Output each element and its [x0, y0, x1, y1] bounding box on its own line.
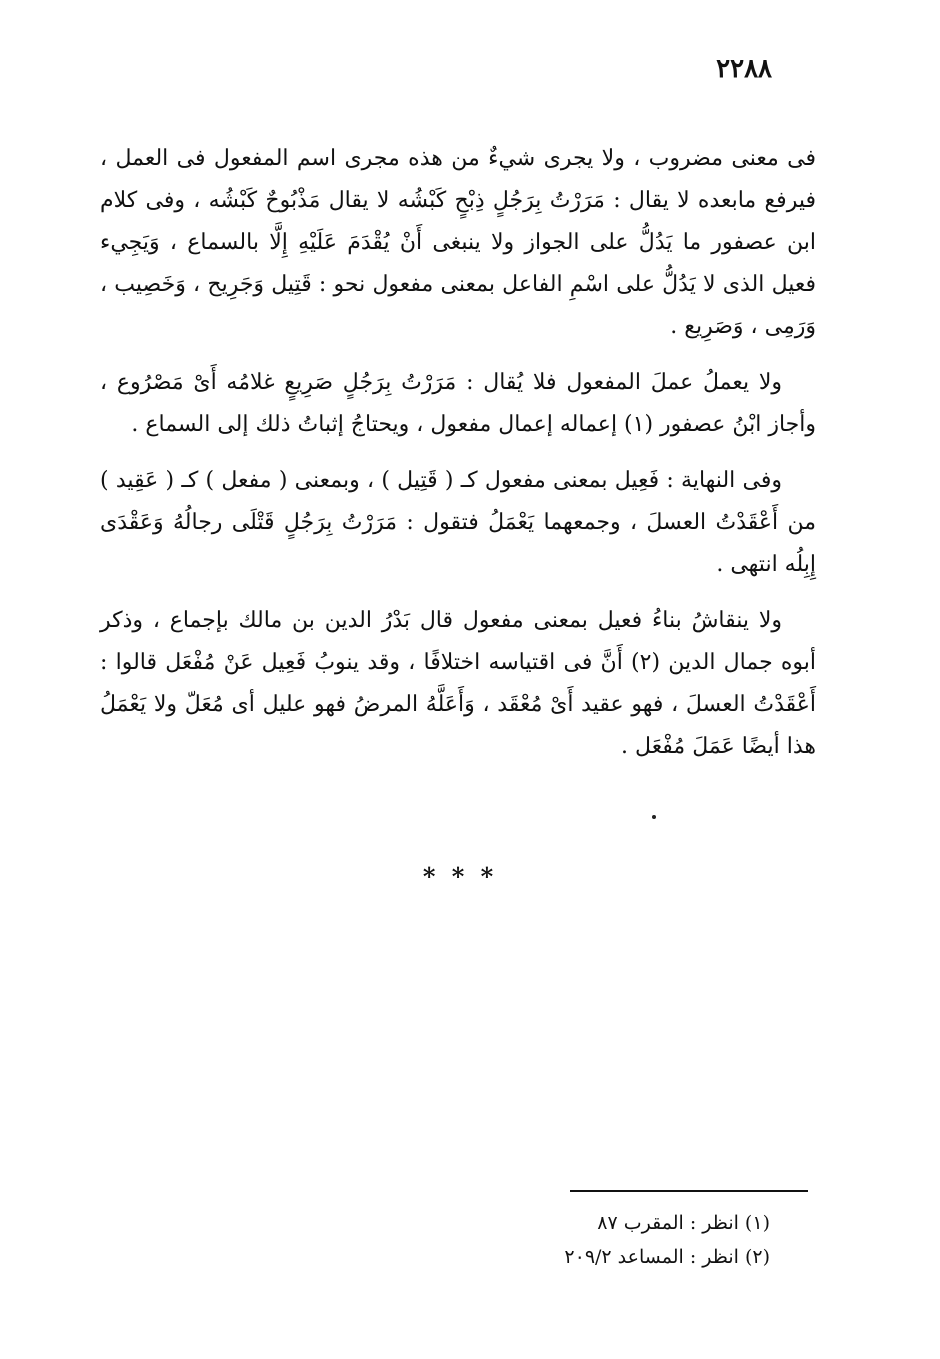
page-number: ٢٢٨٨	[716, 54, 772, 84]
paragraph-4: ولا ينقاشُ بناءُ فعيل بمعنى مفعول قال بَدْرُ الدين بن مالك بإجماع ، وذكر أبوه جمال الدين (٢) أَنَّ فى اقتياسه اختلافًا ، وقد ينوبُ فَعِيل عَنْ مُفْعَل قالوا : أَعْقَدْتُ العسلَ ، فهو عقيد أَىْ مُعْقَد ، وَأَعَلَّهُ المرضُ فهو عليل أى مُعَلّ ولا يَعْمَلُ هذا أيضًا عَمَلَ مُفْعَل .	[100, 608, 816, 759]
stray-dot-mark	[652, 815, 656, 819]
paragraph-3: وفى النهاية : فَعِيل بمعنى مفعول كـ ( قَتِيل ) ، وبمعنى ( مفعل ) كـ ( عَقِيد ) من أَعْقَدْتُ العسلَ ، وجمعهما يَعْمَلُ فتقول : مَرَرْتُ بِرَجُلٍ قَتْلَى رجالُهُ وَعَقْدَى إِبِلُه انتهى .	[100, 468, 816, 577]
footnote-2: (٢) انظر : المساعد ٢٠٩/٢	[564, 1246, 770, 1268]
footnote-1: (١) انظر : المقرب ٨٧	[597, 1212, 770, 1234]
main-text-body	[100, 138, 816, 782]
footnote-divider	[570, 1190, 808, 1192]
paragraph-2: ولا يعملُ عملَ المفعول فلا يُقال : مَرَرْتُ بِرَجُلٍ صَرِيعٍ غلامُه أَىْ مَصْرُوع ، وأجاز ابْنُ عصفور (١) إعماله إعمال مفعول ، ويحتاجُ إثباتُ ذلك إلى السماع .	[100, 370, 816, 437]
paragraph-1: فى معنى مضروب ، ولا يجرى شيءٌ من هذه مجرى اسم المفعول فى العمل ، فيرفع مابعده لا يقال : مَرَرْتُ بِرَجُلٍ ذِبْحٍ كَبْشُه لا يقال مَذْبُوحٌ كَبْشُه ، وفى كلام ابن عصفور ما يَدُلُّ على الجواز ولا ينبغى أَنْ يُقْدَمَ عَلَيْهِ إِلَّا بالسماع ، وَيَجِيء فعيل الذى لا يَدُلُّ على اسْمِ الفاعل بمعنى مفعول نحو : قَتِيل وَجَرِيح ، وَخَصِيب ، وَرَمِى ، وَصَرِيع .	[100, 146, 816, 339]
section-separator: * * *	[422, 862, 498, 891]
footnotes	[500, 1206, 770, 1274]
